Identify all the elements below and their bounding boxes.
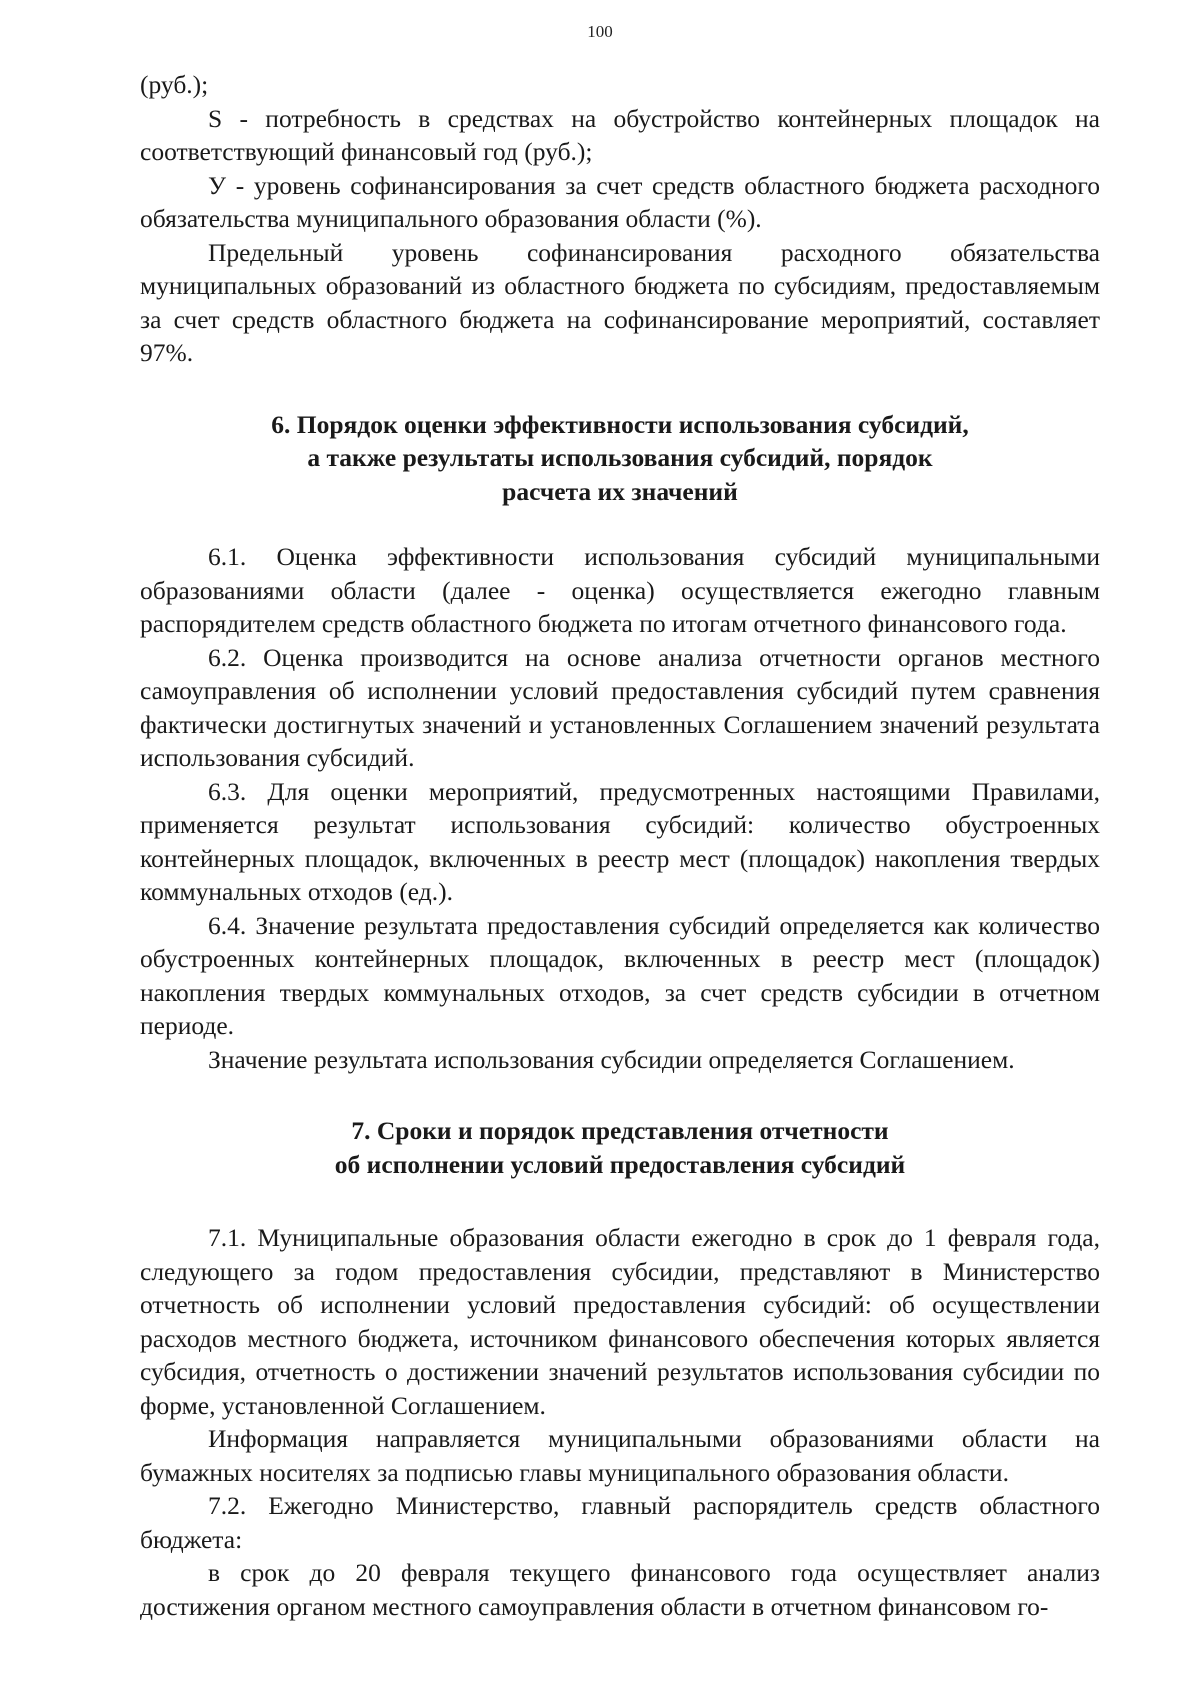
section-7-heading-line-2: об исполнении условий предоставления субсидий: [334, 1149, 906, 1179]
paragraph-6-3: 6.3. Для оценки мероприятий, предусмотренных настоящими Правилами, применяется результат использования субсидий: количество обустроенных контейнерных площадок, включенных в реестр мест (площадок) накопления твердых коммунальных отходов (ед.).: [140, 776, 1100, 906]
paragraph-cofinancing-limit: Предельный уровень софинансирования расходного обязательства муниципальных образований из областного бюджета по субсидиям, предоставляемым за счет средств областного бюджета на софинансирование мероприятий, составляет 97%.: [140, 237, 1100, 367]
page-number: 100: [587, 22, 613, 41]
paragraph-6-4-note: Значение результата использования субсидии определяется Соглашением.: [208, 1044, 1015, 1074]
section-6-heading-line-3: расчета их значений: [502, 476, 738, 506]
section-7-heading-line-1: 7. Сроки и порядок представления отчетности: [351, 1116, 889, 1145]
paragraph-6-1: 6.1. Оценка эффективности использования субсидий муниципальными образованиями области (далее - оценка) осуществляется ежегодно главным распорядителем средств областного бюджета по итогам отчетного финансового года.: [140, 542, 1100, 638]
paragraph-7-1-info: Информация направляется муниципальными образованиями области на бумажных носителях за подписью главы муниципального образования области.: [140, 1424, 1100, 1487]
paragraph-7-2: 7.2. Ежегодно Министерство, главный распорядитель средств областного бюджета:: [140, 1491, 1100, 1554]
paragraph-s-definition: S - потребность в средствах на обустройство контейнерных площадок на соответствующий финансовый год (руб.);: [140, 103, 1100, 166]
paragraph-units: (руб.);: [140, 70, 209, 99]
paragraph-7-2-item: в срок до 20 февраля текущего финансового года осуществляет анализ достижения органом местного самоуправления области в отчетном финансовом го-: [140, 1558, 1100, 1621]
section-6-heading-line-1: 6. Порядок оценки эффективности использования субсидий,: [271, 409, 969, 439]
paragraph-y-definition: У - уровень софинансирования за счет средств областного бюджета расходного обязательства муниципального образования области (%).: [140, 170, 1100, 233]
paragraph-7-1: 7.1. Муниципальные образования области ежегодно в срок до 1 февраля года, следующего за годом предоставления субсидии, представляют в Министерство отчетность об исполнении условий предоставления субсидий: об осуществлении расходов местного бюджета, источником финансового обеспечения которых является субсидия, отчетность о достижении значений результатов использования субсидии по форме, установленной Соглашением.: [140, 1223, 1100, 1420]
paragraph-6-2: 6.2. Оценка производится на основе анализа отчетности органов местного самоуправления об исполнении условий предоставления субсидий путем сравнения фактически достигнутых значений и установленных Соглашением значений результата использования субсидий.: [140, 642, 1100, 772]
section-7-heading: [140, 1114, 1100, 1181]
document-body: [140, 68, 1100, 1623]
paragraph-6-4: 6.4. Значение результата предоставления субсидий определяется как количество обустроенных контейнерных площадок, включенных в реестр мест (площадок) накопления твердых коммунальных отходов, за счет средств субсидии в отчетном периоде.: [140, 910, 1100, 1040]
section-6-heading: [140, 408, 1100, 509]
section-6-heading-line-2: а также результаты использования субсидий, порядок: [307, 443, 933, 472]
